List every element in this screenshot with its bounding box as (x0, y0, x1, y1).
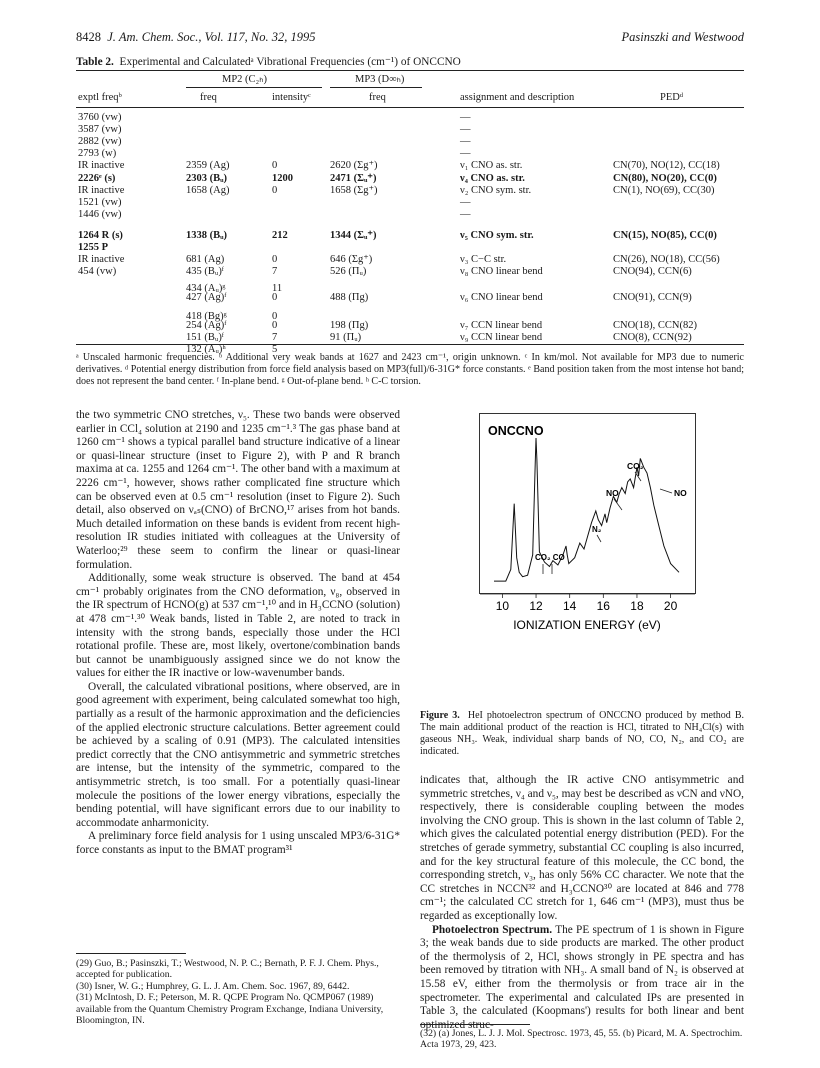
figure-axis-svg (479, 593, 696, 633)
cell-intensity: 0 (272, 184, 278, 196)
x-tick-label: 18 (630, 599, 644, 613)
reference-32: (32) (a) Jones, L. J. J. Mol. Spectrosc. 1973, 45, 55. (b) Picard, M. A. Spectrochim. Acta 1973, 29, 423. (420, 1028, 743, 1051)
figure-caption-label: Figure 3. (420, 710, 460, 721)
header-left (76, 30, 315, 45)
figure-caption-text: HeI photoelectron spectrum of ONCCNO produced by method B. The main additional product of the reaction is HCl, titrated to NH₄Cl(s) with gaseous NH₃. Weak, individual sharp bands of NO, CO, N₂, and CO₂ are indicated. (420, 710, 744, 757)
cell-ped: CNO(94), CCN(6) (613, 266, 692, 278)
cell-intensity: 212 (272, 229, 288, 241)
header-group-mp2: MP2 (C₂ₕ) (222, 74, 267, 85)
table-caption-text: Experimental and Calculatedᵃ Vibrational Frequencies (cm⁻¹) of ONCCNO (119, 56, 461, 68)
cell-intensity: 0 (272, 319, 278, 331)
col-intensity: intensityᶜ (272, 92, 311, 103)
left-paragraph-2: Additionally, some weak structure is observed. The band at 454 cm⁻¹ probably originates from the CNO deformation, ν₈, observed in the IR spectrum of HCNO(g) at 537 cm⁻¹,¹⁰ and in H₃CCNO (solution) at 478 cm⁻¹.³⁰ Weak bands, listed in Table 2, are noted to track in intensity with the strong bands, especially those under the HCl rotational profile. These are, most likely, overtone/combination bands but cannot be unambiguously assigned since we do not know the values for either the IR inactive or low-wavenumber bands. (76, 572, 400, 680)
cell-intensity: 5 (272, 343, 278, 355)
cell-assignment: ν₈ CNO linear bend (460, 266, 543, 278)
cell-freq-mp2: 427 (Ag)ᶠ (186, 292, 227, 304)
cell-ped: CN(26), NO(18), CC(56) (613, 254, 720, 266)
cell-assignment: ν₁ CNO as. str. (460, 160, 523, 172)
section-heading-pes: Photoelectron Spectrum. (432, 923, 553, 936)
journal-citation: J. Am. Chem. Soc., Vol. 117, No. 32, 1995 (107, 30, 316, 44)
col-freq-mp3: freq (369, 92, 386, 103)
cell-assignment: — (460, 208, 471, 220)
label-co2-top: CO₂ (627, 461, 644, 471)
label-no-right: NO (674, 488, 687, 498)
right-paragraph-2-text: The PE spectrum of 1 is shown in Figure 3; the weak bands due to side products are marked. The other product of the thermolysis of 2, HCl, shows strongly in PE spectra and has been removed by titration with NH₃. A small band of N₂ is observed at 15.58 eV, either from the thermolysis or from trace air in the spectrometer. The experimental and calculated IPs are presented in Table 3, the calculated (Koopmans') results for both linear and bent optimized struc- (420, 923, 745, 1031)
cell-intensity: 0 (272, 254, 278, 266)
cell-assignment: ν₄ CNO as. str. (460, 172, 525, 184)
label-co2-co: CO₂ CO (535, 553, 565, 562)
header-group-mp3: MP3 (D∞ₕ) (355, 74, 405, 85)
cell-exptl: 2882 (vw) (78, 136, 122, 148)
cell-freq-mp2: 2359 (Ag) (186, 160, 230, 172)
cell-intensity: 0 (272, 292, 278, 304)
cell-intensity: 0 (272, 160, 278, 172)
col-ped: PEDᵈ (660, 92, 684, 103)
cell-assignment: — (460, 136, 471, 148)
cell-ped: CNO(91), CCN(9) (613, 292, 692, 304)
cell-assignment: ν₉ CCN linear bend (460, 331, 543, 343)
cell-freq-mp3: 198 (Πg) (330, 319, 369, 331)
cell-exptl: 2793 (w) (78, 148, 117, 160)
table-bottom-rule (76, 344, 744, 345)
label-no-left: NO (606, 488, 619, 498)
cell-exptl: 1255 P (78, 242, 109, 253)
left-paragraph-3: Overall, the calculated vibrational positions, where observed, are in good agreement with experiment, being calculated somewhat too high, partially as a result of the harmonic approximation and the deficiencies of the applied electronic structure calculations. Better agreement could be achieved by a scaling of 0.91 (MP3). The calculated intensities predict correctly that the CNO antisymmetric and symmetric stretches are intense, but the intensity of the symmetric, compared to the antisymmetric stretch, is too small. For a potentially quasi-linear molecule the positions of the lower energy vibrations, especially the bending potential, will have significant errors due to our inability to accommodate anharmonicity. (76, 680, 400, 829)
figure-inset-title: ONCCNO (488, 424, 544, 438)
x-axis-label: IONIZATION ENERGY (eV) (513, 618, 661, 632)
left-paragraph-1: the two symmetric CNO stretches, ν₅. These two bands were observed earlier in CCl₄ solution at 2190 and 1235 cm⁻¹.³ The gas phase band at 1260 cm⁻¹ shows a typical parallel band structure indicative of a linear or quasi-linear structure (inset to Figure 2), with P and R branch maxima at ca. 1255 and 1264 cm⁻¹. The other band with a maximum at 2226 cm⁻¹, however, shows rather complicated fine structure which can be observed even at 0.5 cm⁻¹ resolution (inset to Figure 2). Such detail, also observed on νₐₛ(CNO) of BrCNO,¹⁷ arises from hot bands. Much detailed information on these bands is evident from recent high-resolution IR studies initiated with colleagues at the University of Waterloo;²⁹ these seem to confirm the linear or quasi-linear formulation. (76, 409, 400, 571)
cell-assignment: ν₇ CCN linear bend (460, 319, 543, 331)
table-caption (76, 55, 461, 68)
cell-ped: CN(1), NO(69), CC(30) (613, 184, 715, 196)
x-tick-label: 20 (663, 599, 678, 613)
reference-30: (30) Isner, W. G.; Humphrey, G. L. J. Am. Chem. Soc. 1967, 89, 6442. (76, 980, 350, 992)
cell-freq-mp2: 1658 (Ag) (186, 184, 230, 196)
cell-exptl: IR inactive (78, 254, 125, 266)
header-authors: Pasinszki and Westwood (621, 30, 744, 44)
x-tick-label: 12 (529, 599, 543, 613)
left-paragraph-4: A preliminary force field analysis for 1 using unscaled MP3/6-31G* force constants as input to the BMAT program³¹ (76, 830, 400, 856)
cell-intensity: 1200 (272, 172, 293, 184)
cell-exptl: IR inactive (78, 160, 125, 172)
cell-freq-mp3: 646 (Σg⁺) (330, 254, 373, 266)
cell-exptl: 1264 R (s) (78, 229, 123, 241)
cell-ped: CN(80), NO(20), CC(0) (613, 172, 717, 184)
cell-freq-mp2: 151 (Bᵤ)ᶠ (186, 331, 225, 343)
figure-3-plot (479, 413, 696, 594)
x-tick-label: 10 (495, 599, 510, 613)
col-freq-mp2: freq (200, 92, 217, 103)
cell-freq-mp3: 1344 (Σᵤ⁺) (330, 229, 377, 241)
table-header-rule (76, 107, 744, 108)
cell-assignment: ν₂ CNO sym. str. (460, 184, 532, 196)
cell-assignment: ν₃ C−C str. (460, 254, 507, 266)
cell-freq-mp2: 434 (Aᵤ)ᵍ (186, 283, 226, 295)
cell-assignment: ν₆ CNO linear bend (460, 292, 543, 304)
cell-freq-mp3: 2471 (Σᵤ⁺) (330, 172, 377, 184)
col-exptl: exptl freqᵇ (78, 92, 122, 103)
cell-assignment: — (460, 124, 471, 136)
cell-freq-mp3: 488 (Πg) (330, 292, 369, 304)
right-ref-rule (420, 1024, 530, 1025)
cell-assignment: — (460, 196, 471, 208)
x-tick-label: 16 (596, 599, 610, 613)
cell-assignment: ν₅ CNO sym. str. (460, 229, 534, 241)
cell-exptl: 1521 (vw) (78, 196, 122, 208)
cell-assignment: — (460, 112, 471, 123)
right-paragraph-2 (420, 924, 744, 1033)
cell-exptl: 2226ᵉ (s) (78, 172, 116, 184)
table-top-rule (76, 70, 744, 71)
left-column (76, 409, 400, 858)
x-tick-label: 14 (563, 599, 577, 613)
cell-freq-mp2: 418 (Bg)ᵍ (186, 310, 227, 322)
left-references (76, 958, 400, 1026)
cell-exptl: IR inactive (78, 184, 125, 196)
right-paragraph-1: indicates that, although the IR active CNO antisymmetric and symmetric stretches, ν₄ and ν₅, may best be described as νCN and νNO, respectively, there is considerable coupling between the modes involving the CNO group. This is shown in the last column of Table 2, which gives the calculated potential energy distribution (PED). For the stretches of gerade symmetry, substantial CC coupling is also incurred, and for the key structural feature of this molecule, the CC bond, the corresponding stretch, ν₃, has only 56% CC character. We note that the CC stretches in NCCN³² and H₃CCNO³⁰ are located at 846 and 778 cm⁻¹; the calculated CC stretch for 1, 646 cm⁻¹ (MP3), must thus be regarded as exceptionally low. (420, 774, 744, 922)
col-assignment: assignment and description (460, 92, 575, 103)
cell-freq-mp2: 681 (Ag) (186, 254, 225, 266)
cell-freq-mp2: 1338 (Bᵤ) (186, 229, 228, 241)
arrow-no-left (614, 499, 622, 510)
cell-intensity: 7 (272, 331, 278, 343)
figure-caption (420, 710, 744, 758)
cell-freq-mp3: 1658 (Σg⁺) (330, 184, 378, 196)
cell-freq-mp2: 254 (Ag)ᶠ (186, 319, 227, 331)
cell-ped: CNO(18), CCN(82) (613, 319, 697, 331)
left-ref-rule (76, 953, 186, 954)
cell-ped: CN(15), NO(85), CC(0) (613, 229, 717, 241)
table-caption-label: Table 2. (76, 56, 114, 68)
arrow-no-right (660, 489, 672, 493)
reference-29: (29) Guo, B.; Pasinszki, T.; Westwood, N. P. C.; Bernath, P. F. J. Chem. Phys., accepted for publication. (76, 958, 379, 981)
mp2-rule (186, 87, 322, 88)
cell-exptl: 3760 (vw) (78, 112, 122, 123)
cell-exptl: 3587 (vw) (78, 124, 122, 136)
cell-ped: CN(70), NO(12), CC(18) (613, 160, 720, 172)
spectrum-line (494, 438, 679, 581)
label-n2: N₂ (592, 525, 602, 534)
cell-assignment: — (460, 148, 471, 160)
pes-spectrum-svg (480, 414, 695, 593)
reference-31: (31) McIntosh, D. F.; Peterson, M. R. QCPE Program No. QCMP067 (1989) available from the Quantum Chemistry Program Exchange, Indiana University, Bloomington, IN. (76, 992, 384, 1027)
right-column (420, 774, 744, 1032)
cell-freq-mp2: 2303 (Bᵤ) (186, 172, 228, 184)
cell-intensity: 0 (272, 310, 278, 322)
page-number: 8428 (76, 30, 101, 44)
cell-freq-mp3: 526 (Πᵤ) (330, 266, 367, 278)
cell-freq-mp3: 2620 (Σg⁺) (330, 160, 378, 172)
arrow-n2 (597, 535, 601, 542)
cell-intensity: 11 (272, 283, 283, 295)
table-footnote: ᵃ Unscaled harmonic frequencies. ᵇ Additional very weak bands at 1627 and 2423 cm⁻¹, origin unknown. ᶜ In km/mol. Not available for MP3 due to numeric derivatives. ᵈ Potential energy distribution from force field analysis based on MP3(full)/6-31G* force constants. ᵉ Band position taken from the most intense hot band; does not represent the band center. ᶠ In-plane bend. ᵍ Out-of-plane bend. ʰ C-C torsion. (76, 352, 744, 387)
cell-freq-mp2: 435 (Bᵤ)ᶠ (186, 266, 225, 278)
cell-freq-mp3: 91 (Πᵤ) (330, 331, 362, 343)
cell-exptl: 454 (vw) (78, 266, 117, 278)
figure-axis (479, 593, 696, 633)
mp3-rule (330, 87, 422, 88)
cell-ped: CNO(8), CCN(92) (613, 331, 692, 343)
cell-intensity: 7 (272, 266, 278, 278)
cell-freq-mp2: 132 (Aᵤ)ʰ (186, 343, 226, 355)
cell-exptl: 1446 (vw) (78, 208, 122, 220)
